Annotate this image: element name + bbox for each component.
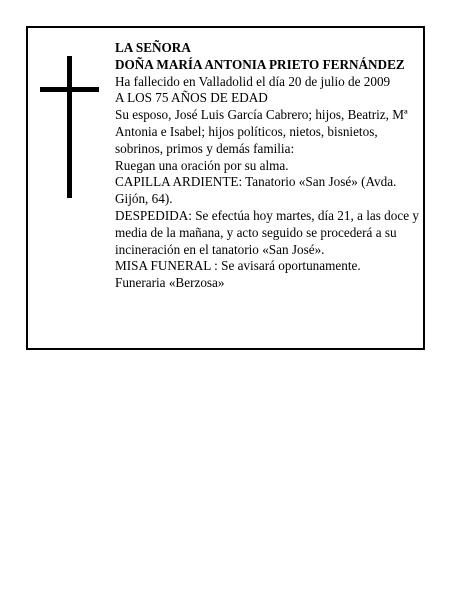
family-paragraph: Su esposo, José Luis García Cabrero; hijos, Beatriz, Mª Antonia e Isabel; hijos políticos, nietos, bisnietos, sobrinos, primos y demás familia:	[115, 107, 408, 156]
chapel-paragraph: CAPILLA ARDIENTE: Tanatorio «San José» (Avda. Gijón, 64).	[115, 174, 397, 207]
obituary-notice	[26, 26, 425, 350]
farewell-paragraph: DESPEDIDA: Se efectúa hoy martes, día 21, a las doce y media de la mañana, y acto seguido se procederá a su incineración en el tanatorio «San José».	[115, 207, 419, 257]
mass-line: MISA FUNERAL : Se avisará oportunamente.	[115, 258, 361, 274]
cross-horizontal-bar	[40, 87, 99, 92]
age-line: A LOS 75 AÑOS DE EDAD	[115, 90, 268, 106]
notice-text	[115, 40, 421, 292]
cross-vertical-bar	[67, 56, 72, 198]
notice-title: LA SEÑORA	[115, 40, 191, 55]
deceased-name: DOÑA MARÍA ANTONIA PRIETO FERNÁNDEZ	[115, 56, 405, 72]
funeral-home-line: Funeraria «Berzosa»	[115, 275, 225, 291]
prayer-line: Ruegan una oración por su alma.	[115, 157, 289, 173]
death-line: Ha fallecido en Valladolid el día 20 de julio de 2009	[115, 73, 391, 89]
